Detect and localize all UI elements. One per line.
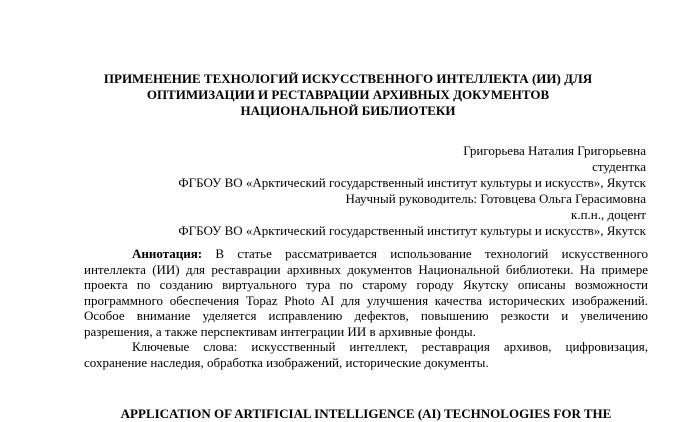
advisor-name: Научный руководитель: Готовцева Ольга Герасимовна (345, 191, 646, 206)
abstract-section (84, 246, 648, 370)
title-line-1: ПРИМЕНЕНИЕ ТЕХНОЛОГИЙ ИСКУССТВЕННОГО ИНТЕЛЛЕКТА (ИИ) ДЛЯ (103, 71, 593, 86)
author-role: студентка (592, 159, 646, 174)
title-line-3: НАЦИОНАЛЬНОЙ БИБЛИОТЕКИ (240, 103, 456, 118)
keywords-paragraph: Ключевые слова: искусственный интеллект, реставрация архивов, цифровизация, сохранение наследия, обработка изображений, исторические документы. (84, 339, 648, 370)
abstract-text: В статье рассматривается использование технологий искусственного интеллекта (ИИ) для реставрации архивных документов Национальной библиотеки. На примере проекта по созданию виртуального тура по старому городу Якутску описаны возможности программного обеспечения Topaz Photo AI для улучшения качества исторических изображений. Особое внимание уделяется исправлению дефектов, повышению резкости и увеличению разрешения, а также перспективам интеграции ИИ в архивные фонды. (84, 246, 648, 339)
author-affiliation: ФГБОУ ВО «Арктический государственный институт культуры и искусств», Якутск (178, 175, 646, 190)
title-line-2: ОПТИМИЗАЦИИ И РЕСТАВРАЦИИ АРХИВНЫХ ДОКУМЕНТОВ (146, 87, 550, 102)
advisor-affiliation: ФГБОУ ВО «Арктический государственный институт культуры и искусств», Якутск (178, 223, 646, 238)
abstract-label: Аннотация: (132, 246, 203, 261)
advisor-degree: к.п.н., доцент (571, 207, 646, 222)
author-block (46, 143, 646, 239)
abstract-paragraph (84, 246, 648, 339)
english-title-cutoff: APPLICATION OF ARTIFICIAL INTELLIGENCE (AI) TECHNOLOGIES FOR THE (120, 406, 612, 421)
author-name: Григорьева Наталия Григорьевна (463, 143, 646, 158)
paper-title (60, 71, 636, 119)
